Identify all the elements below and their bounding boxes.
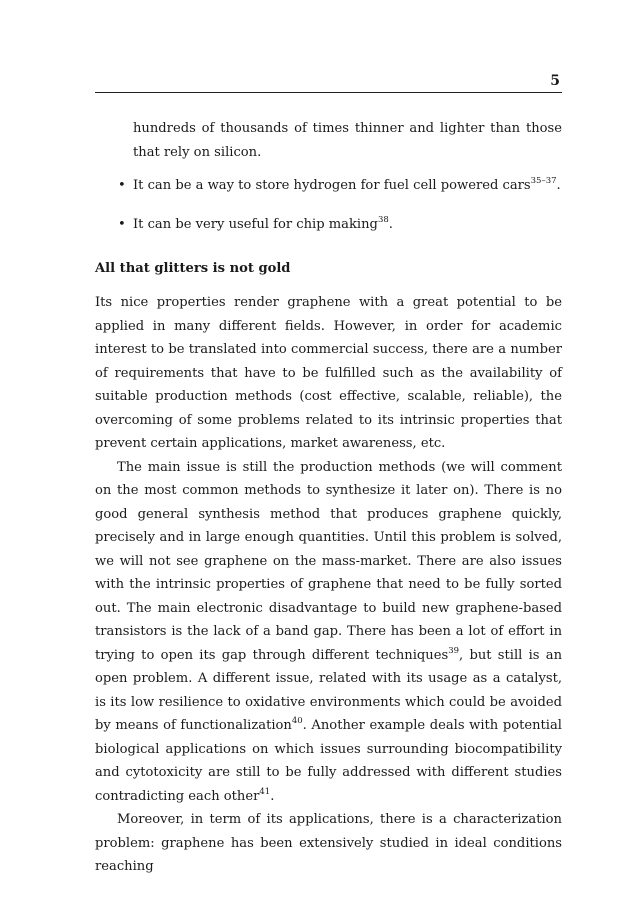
paragraph-2-part-b: , but still is an open problem. A different issue, related with its usage as a catalyst, is its low resilience to oxidative environments which could be avoided by means of functionalization: [95, 647, 562, 733]
paragraph-2: [95, 456, 562, 809]
paragraph-2-part-d: .: [270, 788, 275, 804]
citation-ref: 41: [259, 786, 271, 797]
bullet-sentence: It can be a way to store hydrogen for fuel cell powered cars: [133, 178, 531, 193]
paragraph-2-part-a: The main issue is still the production methods (we will comment on the most common methods to synthesize it later on). There is no good general synthesis method that produces graphene quickly, precisely and in large enough quantities. Until this problem is solved, we will not see graphene on the mass-market. There are also issues with the intrinsic properties of graphene that need to be fully sorted out. The main electronic disadvantage to build new graphene-based transistors is the lack of a band gap. There has been a lot of effort in trying to open its gap through different techniques: [95, 459, 562, 663]
paragraph-3: Moreover, in term of its applications, there is a characterization problem: graphene has been extensively studied in ideal conditions reaching: [95, 812, 562, 874]
bullet-sentence: It can be very useful for chip making: [133, 217, 378, 232]
section-heading: All that glitters is not gold: [95, 261, 291, 276]
bullet-end: .: [388, 217, 393, 232]
paragraph-2-part-c: . Another example deals with potential biological applications on which issues surrounding biocompatibility and cytotoxicity are still to be fully addressed with different studies contradicting each other: [95, 718, 562, 804]
bullet-dot-icon: •: [118, 217, 126, 232]
bullet-dot-icon: •: [118, 178, 126, 193]
header-rule: [95, 92, 562, 93]
citation-ref: 40: [291, 716, 303, 726]
bullet-text: [133, 174, 561, 198]
bullet-text: [133, 213, 393, 237]
paragraph-1: Its nice properties render graphene with a great potential to be applied in many different fields. However, in order for academic interest to be translated into commercial success, there are a number of requirements that have to be fulfilled such as the availability of suitable production methods (cost effective, scalable, reliable), the overcoming of some problems related to its intrinsic properties that prevent certain applications, market awareness, etc.: [95, 295, 562, 451]
page-number: 5: [550, 73, 560, 89]
body-text: [95, 291, 562, 879]
bullet-end: .: [556, 178, 561, 193]
citation-ref: 35–37: [530, 176, 557, 186]
bullet-continuation-text: hundreds of thousands of times thinner and lighter than those that rely on silicon.: [133, 121, 562, 160]
citation-ref: 38: [377, 215, 389, 225]
citation-ref: 39: [448, 645, 460, 656]
